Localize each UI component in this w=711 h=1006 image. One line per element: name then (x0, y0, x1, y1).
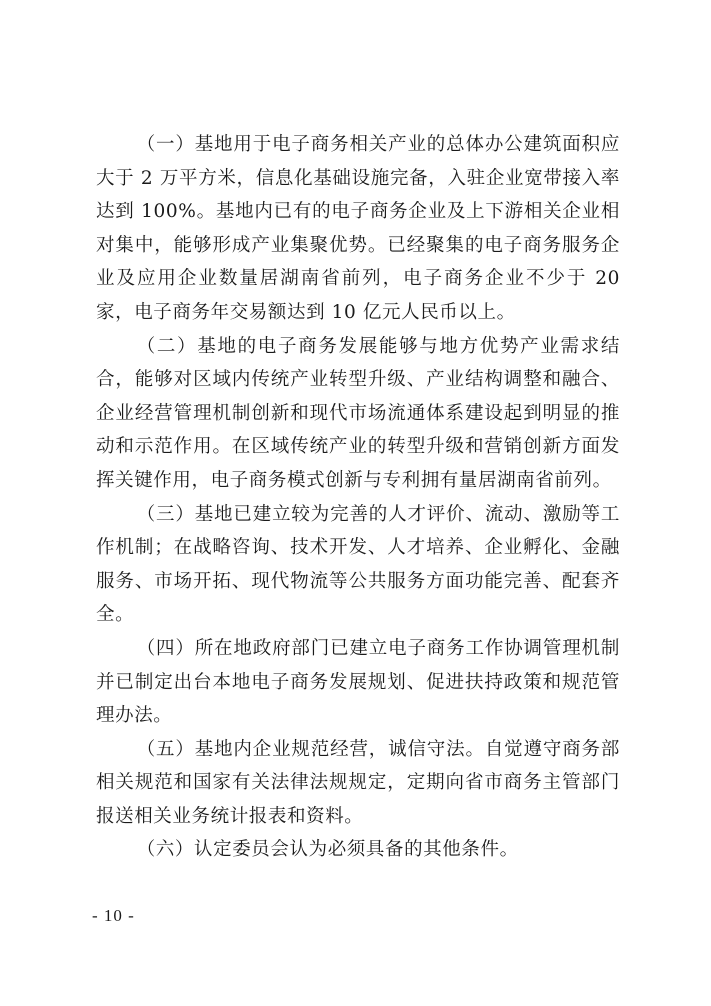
paragraph-6: （六）认定委员会认为必须具备的其他条件。 (136, 839, 519, 861)
paragraph-1: （一）基地用于电子商务相关产业的总体办公建筑面积应大于 2 万平方米，信息化基础设施完备，入驻企业宽带接入率达到 100%。基地内已有的电子商务企业及上下游相关企业相对集中，能够形成产业集聚优势。已经聚集的电子商务服务企业及应用企业数量居湖南省前列，电子商务企业不少于 20 家，电子商务年交易额达到 10 亿元人民币以上。 (96, 134, 620, 323)
paragraph-2: （二）基地的电子商务发展能够与地方优势产业需求结合，能够对区域内传统产业转型升级、产业结构调整和融合、企业经营管理机制创新和现代市场流通体系建设起到明显的推动和示范作用。在区域传统产业的转型升级和营销创新方面发挥关键作用，电子商务模式创新与专利拥有量居湖南省前列。 (96, 335, 620, 491)
paragraph-5: （五）基地内企业规范经营，诚信守法。自觉遵守商务部相关规范和国家有关法律法规规定，定期向省市商务主管部门报送相关业务统计报表和资料。 (96, 738, 620, 827)
paragraph-3: （三）基地已建立较为完善的人才评价、流动、激励等工作机制；在战略咨询、技术开发、人才培养、企业孵化、金融服务、市场开拓、现代物流等公共服务方面功能完善、配套齐全。 (96, 503, 620, 626)
document-body (96, 128, 620, 867)
paragraph-4: （四）所在地政府部门已建立电子商务工作协调管理机制并已制定出台本地电子商务发展规划、促进扶持政策和规范管理办法。 (96, 637, 620, 727)
page-number: - 10 - (92, 906, 135, 925)
